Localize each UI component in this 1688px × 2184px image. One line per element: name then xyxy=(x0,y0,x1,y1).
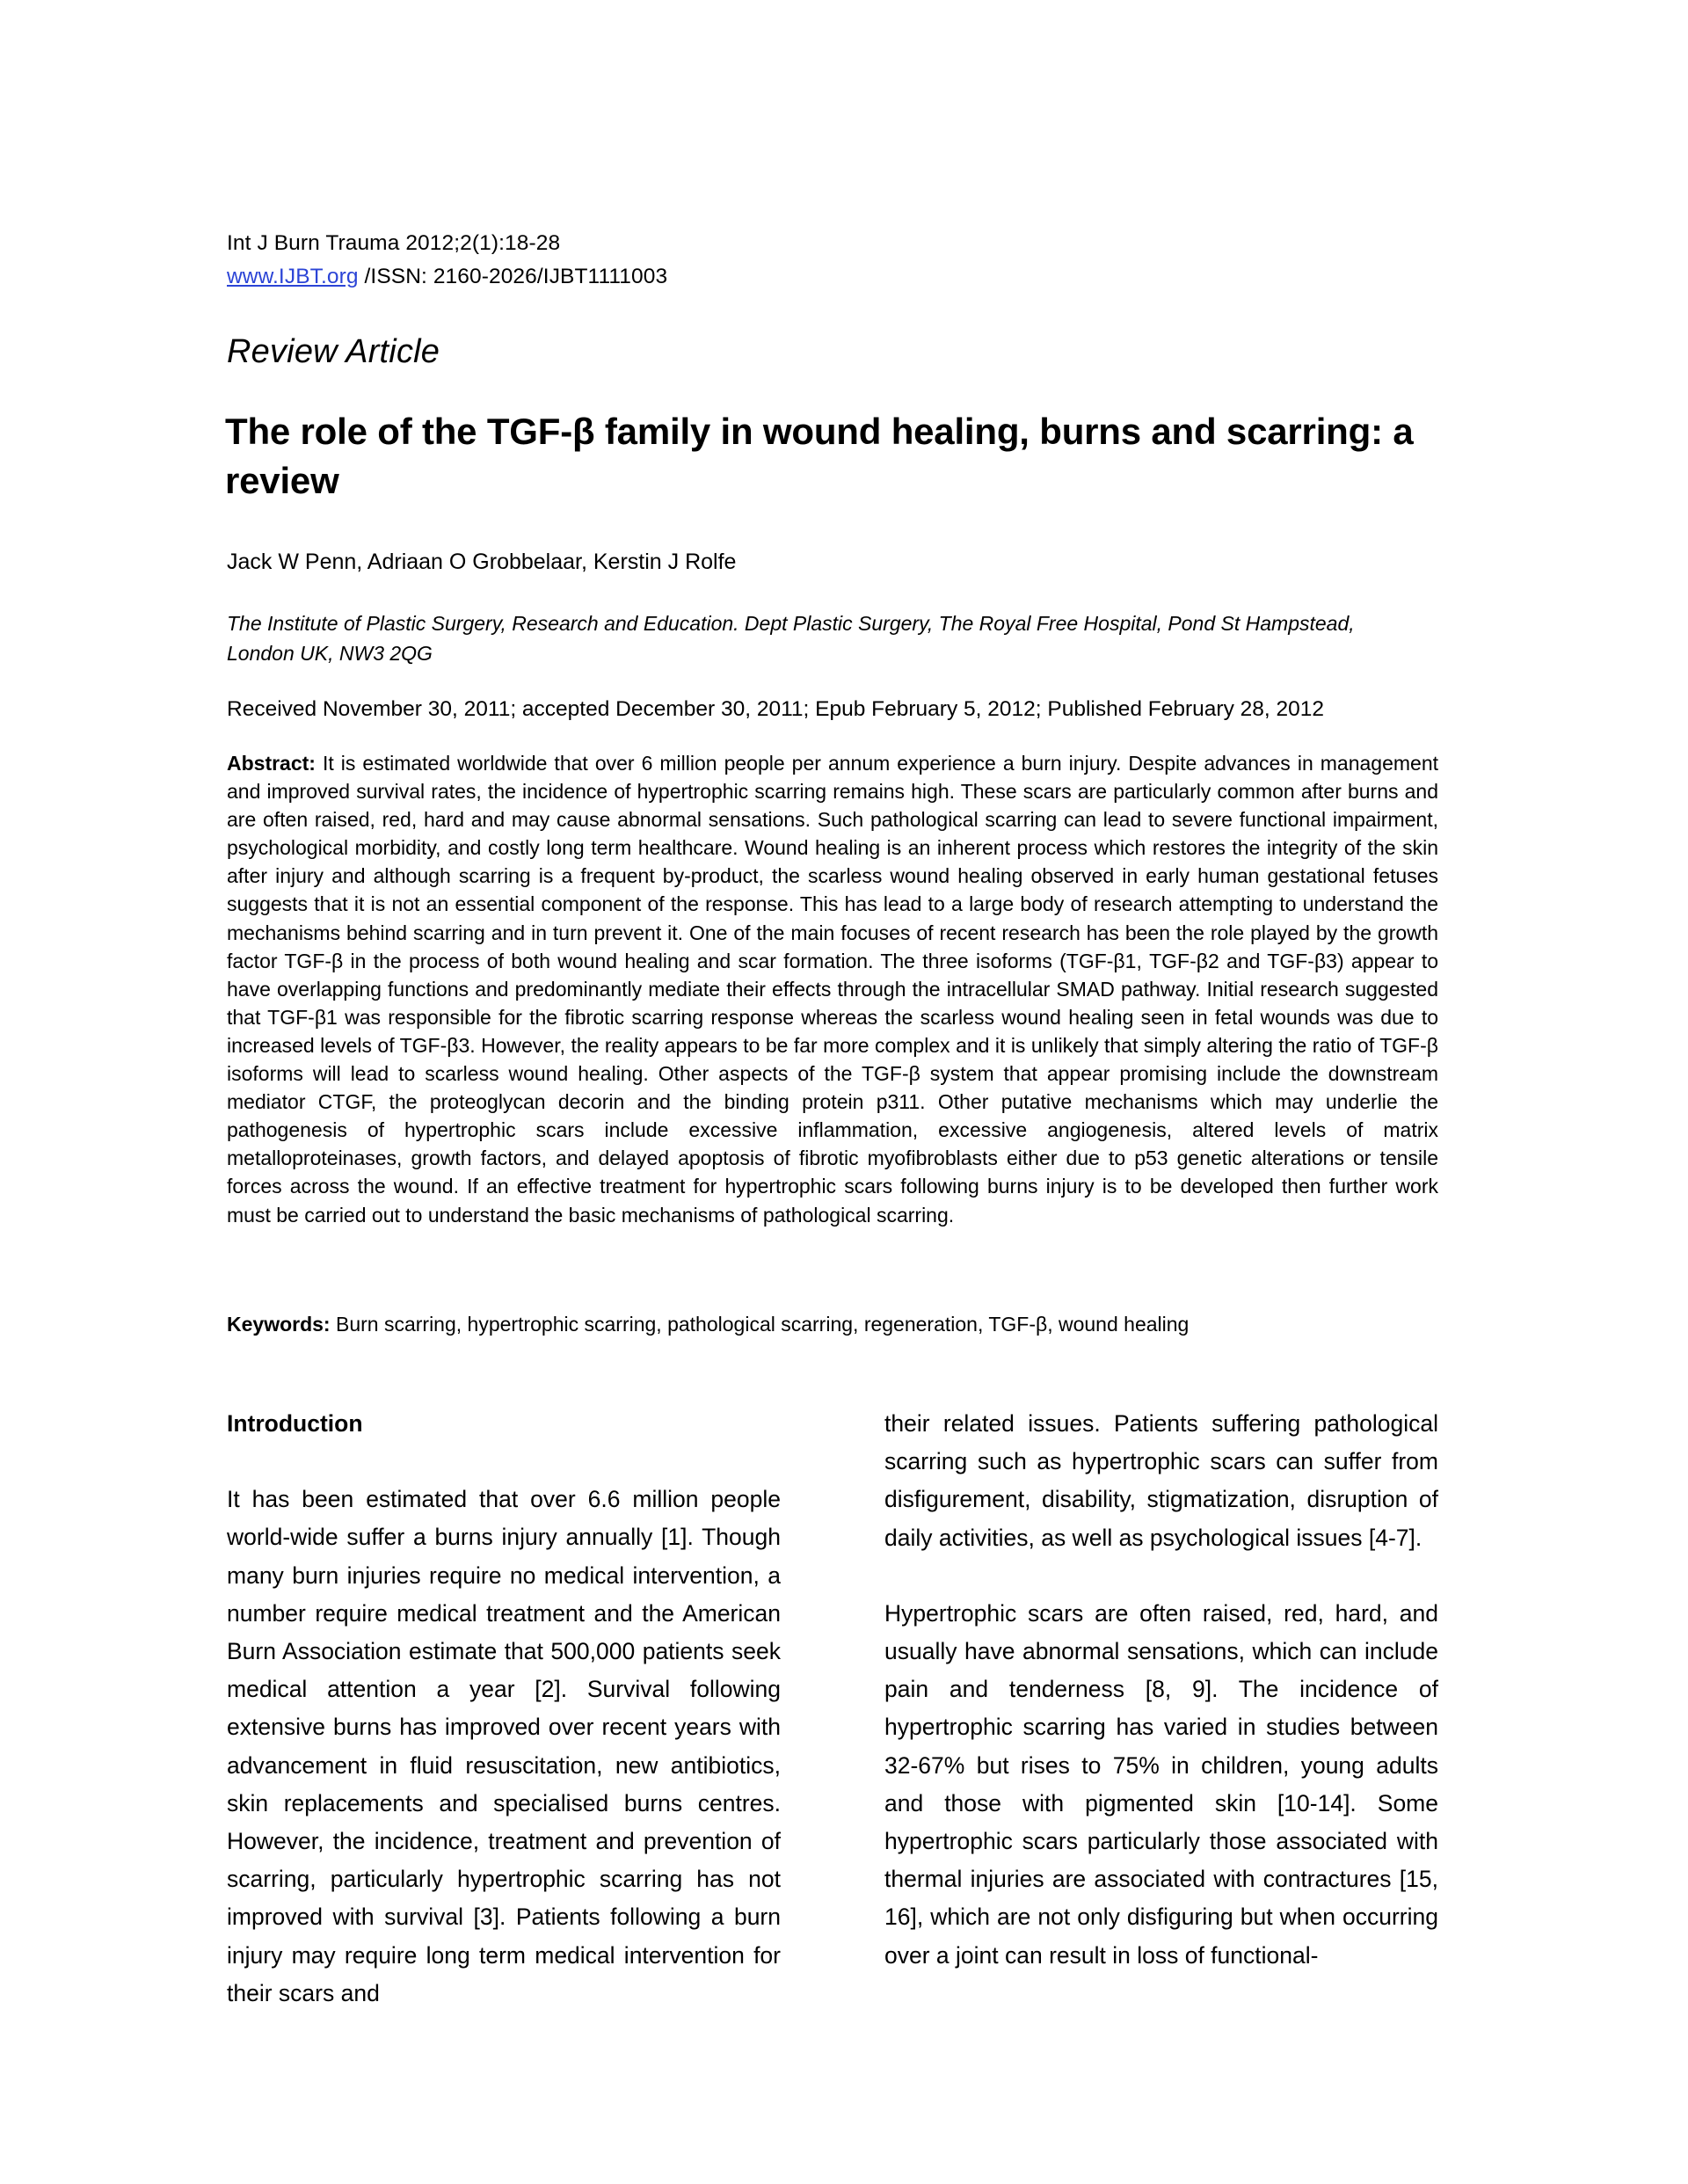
article-type-label: Review Article xyxy=(227,333,440,370)
publication-dates: Received November 30, 2011; accepted December 30, 2011; Epub February 5, 2012; Published February 28, 2012 xyxy=(227,697,1325,721)
body-columns xyxy=(227,1405,1438,2013)
journal-citation: Int J Burn Trauma 2012;2(1):18-28 xyxy=(227,231,561,255)
keywords-label: Keywords: xyxy=(227,1313,331,1336)
abstract-block xyxy=(227,749,1438,1229)
left-column xyxy=(227,1405,781,2013)
paragraph: It has been estimated that over 6.6 million people world-wide suffer a burns injury annually [1]. Though many burn injuries require no medical intervention, a number require medical treatment and the American Burn Association estimate that 500,000 patients seek medical attention a year [2]. Survival following extensive burns has improved over recent years with advancement in fluid resuscitation, new antibiotics, skin replacements and specialised burns centres. However, the incidence, treatment and prevention of scarring, particularly hypertrophic scarring has not improved with survival [3]. Patients following a burn injury may require long term medical intervention for their scars and xyxy=(227,1486,781,2006)
abstract-label: Abstract: xyxy=(227,752,316,775)
right-column xyxy=(884,1405,1438,2013)
keywords-text: Burn scarring, hypertrophic scarring, pathological scarring, regeneration, TGF-β, wound healing xyxy=(330,1313,1190,1336)
page-title: The role of the TGF-β family in wound healing, burns and scarring: a review xyxy=(225,411,1414,502)
keywords-block xyxy=(227,1310,1438,1338)
paragraph: Hypertrophic scars are often raised, red, hard, and usually have abnormal sensations, which can include pain and tenderness [8, 9]. The incidence of hypertrophic scarring has varied in studies between 32-67% but rises to 75% in children, young adults and those with pigmented skin [10-14]. Some hypertrophic scars particularly those associated with thermal injuries are associated with contractures [15, 16], which are not only disfiguring but when occurring over a joint can result in loss of functional- xyxy=(884,1599,1438,1969)
journal-website-link[interactable]: www.IJBT.org xyxy=(227,265,359,288)
abstract-text: It is estimated worldwide that over 6 million people per annum experience a burn injury. Despite advances in management and improved survival rates, the incidence of hypertrophic scarring remains high. These scars are particularly common after burns and are often raised, red, hard and may cause abnormal sensations. Such pathological scarring can lead to severe functional impairment, psychological morbidity, and costly long term healthcare. Wound healing is an inherent process which restores the integrity of the skin after injury and although scarring is a frequent by-product, the scarless wound healing observed in early human gestational fetuses suggests that it is not an essential component of the response. This has lead to a large body of research attempting to understand the mechanisms behind scarring and in turn prevent it. One of the main focuses of recent research has been the role played by the growth factor TGF-β in the process of both wound healing and scar formation. The three isoforms (TGF-β1, TGF-β2 and TGF-β3) appear to have overlapping functions and predominantly mediate their effects through the intracellular SMAD pathway. Initial research suggested that TGF-β1 was responsible for the fibrotic scarring response whereas the scarless wound healing seen in fetal wounds was due to increased levels of TGF-β3. However, the reality appears to be far more complex and it is unlikely that simply altering the ratio of TGF-β isoforms will lead to scarless wound healing. Other aspects of the TGF-β system that appear promising include the downstream mediator CTGF, the proteoglycan decorin and the binding protein p311. Other putative mechanisms which may underlie the pathogenesis of hypertrophic scars include excessive inflammation, excessive angiogenesis, altered levels of matrix metalloproteinases, growth factors, and delayed apoptosis of fibrotic myofibroblasts either due to p53 genetic alterations or tensile forces across the wound. If an effective treatment for hypertrophic scars following burns injury is to be developed then further work must be carried out to understand the basic mechanisms of pathological scarring. xyxy=(227,752,1438,1227)
issn-text: /ISSN: 2160-2026/IJBT1111003 xyxy=(358,265,668,288)
section-heading-introduction: Introduction xyxy=(227,1410,363,1437)
journal-url-line xyxy=(227,260,1438,294)
affiliation: The Institute of Plastic Surgery, Research and Education. Dept Plastic Surgery, The Royal Free Hospital, Pond St Hampstead, London UK, NW3 2QG xyxy=(227,612,1355,665)
running-head xyxy=(227,227,1438,294)
paragraph: their related issues. Patients suffering pathological scarring such as hypertrophic scars can suffer from disfigurement, disability, stigmatization, disruption of daily activities, as well as psychological issues [4-7]. xyxy=(884,1410,1438,1551)
author-list: Jack W Penn, Adriaan O Grobbelaar, Kerstin J Rolfe xyxy=(227,550,737,574)
